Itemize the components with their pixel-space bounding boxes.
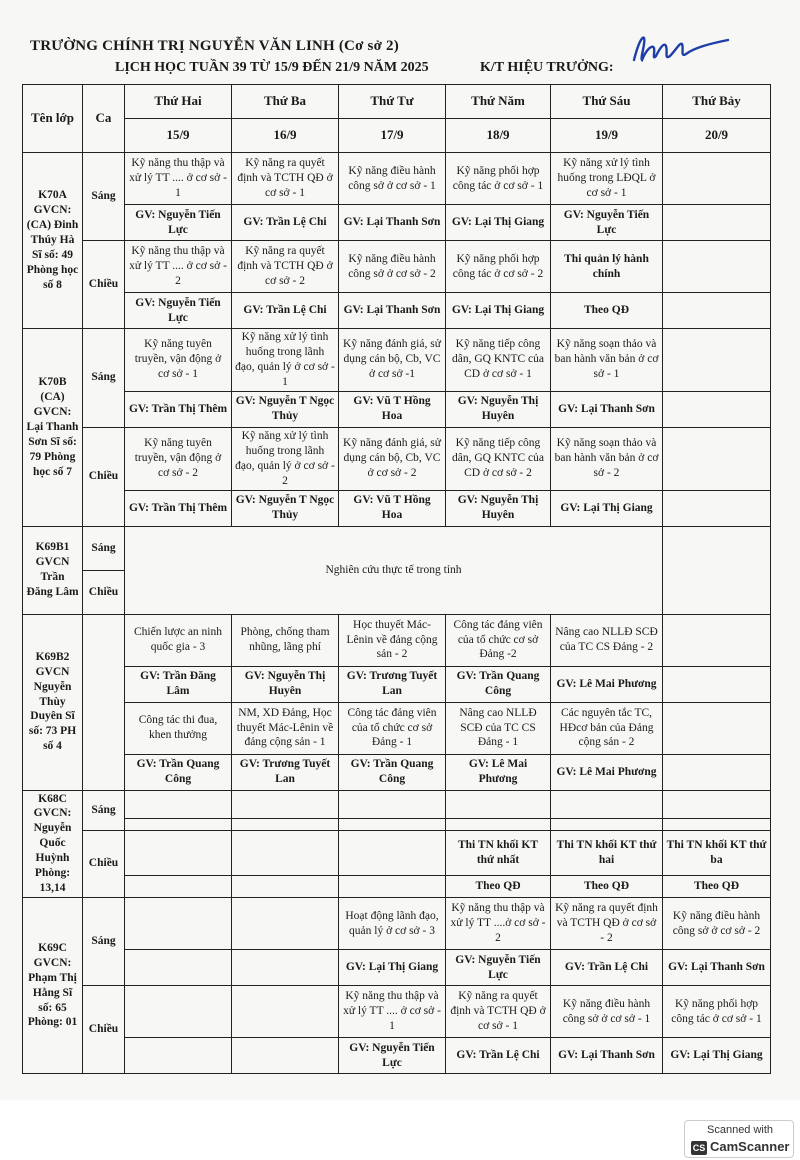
empty-cell <box>339 790 446 818</box>
teacher-cell <box>663 754 771 790</box>
shift-afternoon: Chiều <box>83 427 125 526</box>
k69c-afternoon-subject-row <box>23 986 771 1038</box>
subject-cell <box>232 986 339 1038</box>
k70a-morning-subject-row <box>23 153 771 205</box>
empty-cell <box>551 818 663 830</box>
date-header: 20/9 <box>663 119 771 153</box>
header-day-row <box>23 85 771 119</box>
subject-cell: Kỹ năng thu thập và xử lý TT .... ở cơ sở - 2 <box>125 241 232 293</box>
k70b-morning-subject-row <box>23 329 771 392</box>
teacher-cell <box>125 1038 232 1074</box>
teacher-cell <box>663 666 771 702</box>
teacher-cell: GV: Nguyễn T Ngọc Thủy <box>232 391 339 427</box>
subject-cell: Công tác thi đua, khen thưởng <box>125 702 232 754</box>
day-header: Thứ Tư <box>339 85 446 119</box>
field-research-note: Nghiên cứu thực tế trong tỉnh <box>125 526 663 614</box>
shift-morning: Sáng <box>83 790 125 830</box>
teacher-cell: GV: Vũ T Hồng Hoa <box>339 490 446 526</box>
empty-cell <box>232 790 339 818</box>
k69b2-afternoon-teacher-row <box>23 754 771 790</box>
note-cell <box>232 876 339 898</box>
subject-cell: Kỹ năng điều hành công sở ở cơ sở - 1 <box>339 153 446 205</box>
subject-cell: Thi TN khối KT thứ ba <box>663 830 771 876</box>
shift-cell-blank <box>83 614 125 790</box>
subject-cell: Kỹ năng thu thập và xử lý TT .... ở cơ sở - 1 <box>339 986 446 1038</box>
teacher-cell: Theo QĐ <box>551 293 663 329</box>
subject-cell <box>232 898 339 950</box>
shift-afternoon: Chiều <box>83 570 125 614</box>
date-header: 17/9 <box>339 119 446 153</box>
teacher-cell: GV: Vũ T Hồng Hoa <box>339 391 446 427</box>
subject-cell: Kỹ năng phối hợp công tác ở cơ sở - 1 <box>663 986 771 1038</box>
shift-afternoon: Chiều <box>83 241 125 329</box>
teacher-cell: GV: Trần Quang Công <box>446 666 551 702</box>
schedule-title: LỊCH HỌC TUẦN 39 TỪ 15/9 ĐẾN 21/9 NĂM 2025 <box>115 60 429 75</box>
subject-cell: Kỹ năng thu thập và xử lý TT ....ở cơ sở - 2 <box>446 898 551 950</box>
date-header: 16/9 <box>232 119 339 153</box>
k69c-morning-teacher-row <box>23 950 771 986</box>
teacher-cell: GV: Nguyễn Thị Huyên <box>446 490 551 526</box>
day-header: Thứ Ba <box>232 85 339 119</box>
teacher-cell: GV: Nguyễn Tiến Lực <box>125 205 232 241</box>
subject-cell <box>125 898 232 950</box>
subject-cell <box>663 241 771 293</box>
teacher-cell <box>232 950 339 986</box>
teacher-cell: GV: Trần Đăng Lâm <box>125 666 232 702</box>
note-cell: Theo QĐ <box>663 876 771 898</box>
k69b2-afternoon-subject-row <box>23 702 771 754</box>
subject-cell: Thi TN khối KT thứ hai <box>551 830 663 876</box>
subject-cell: Kỹ năng đánh giá, sử dụng cán bộ, Cb, VC ở cơ sở -1 <box>339 329 446 392</box>
empty-cell <box>663 526 771 614</box>
schedule-table <box>22 84 771 1074</box>
subject-cell: Các nguyên tắc TC, HĐcơ bản của Đảng cộng sản - 2 <box>551 702 663 754</box>
teacher-cell <box>663 293 771 329</box>
k68c-afternoon-subject-row <box>23 830 771 876</box>
k68c-afternoon-note-row <box>23 876 771 898</box>
empty-cell <box>125 790 232 818</box>
empty-cell <box>446 790 551 818</box>
teacher-cell: GV: Trần Quang Công <box>339 754 446 790</box>
class-column-header: Tên lớp <box>23 85 83 153</box>
subject-cell <box>339 830 446 876</box>
teacher-cell: GV: Lê Mai Phương <box>551 754 663 790</box>
note-cell: Theo QĐ <box>446 876 551 898</box>
subject-cell <box>125 986 232 1038</box>
teacher-cell: GV: Lại Thị Giang <box>339 950 446 986</box>
document-header <box>30 38 770 84</box>
subject-cell: Kỹ năng soạn thảo và ban hành văn bản ở cơ sở - 2 <box>551 427 663 490</box>
shift-morning: Sáng <box>83 153 125 241</box>
k70a-afternoon-subject-row <box>23 241 771 293</box>
subject-cell <box>663 153 771 205</box>
empty-cell <box>125 818 232 830</box>
teacher-cell: GV: Nguyễn Tiến Lực <box>551 205 663 241</box>
teacher-cell: GV: Lại Thị Giang <box>446 293 551 329</box>
subject-cell: Kỹ năng xử lý tình huống trong LĐQL ở cơ sở - 1 <box>551 153 663 205</box>
subject-cell: Hoạt động lãnh đạo, quản lý ở cơ sở - 3 <box>339 898 446 950</box>
subject-cell: Kỹ năng điều hành công sở ở cơ sở - 2 <box>339 241 446 293</box>
empty-cell <box>232 818 339 830</box>
teacher-cell: GV: Nguyễn Tiến Lực <box>125 293 232 329</box>
empty-cell <box>663 790 771 818</box>
empty-cell <box>339 818 446 830</box>
school-name: TRƯỜNG CHÍNH TRỊ NGUYỄN VĂN LINH (Cơ sở 2) <box>30 38 399 54</box>
subject-cell: Phòng, chống tham nhũng, lãng phí <box>232 614 339 666</box>
subject-cell: Nâng cao NLLĐ SCĐ của TC CS Đảng - 1 <box>446 702 551 754</box>
k69b2-morning-teacher-row <box>23 666 771 702</box>
teacher-cell: GV: Nguyễn T Ngọc Thủy <box>232 490 339 526</box>
k70a-morning-teacher-row <box>23 205 771 241</box>
k68c-morning-row-a <box>23 790 771 818</box>
k69c-afternoon-teacher-row <box>23 1038 771 1074</box>
teacher-cell: GV: Nguyễn Thị Huyên <box>446 391 551 427</box>
date-header: 15/9 <box>125 119 232 153</box>
teacher-cell: GV: Trần Lệ Chi <box>232 205 339 241</box>
subject-cell: Kỹ năng phối hợp công tác ở cơ sở - 1 <box>446 153 551 205</box>
subject-cell: Kỹ năng tuyên truyền, vận động ở cơ sở - 1 <box>125 329 232 392</box>
scanner-caption: Scanned with <box>707 1124 774 1136</box>
subject-cell <box>663 427 771 490</box>
subject-cell: Chiến lược an ninh quốc gia - 3 <box>125 614 232 666</box>
shift-afternoon: Chiều <box>83 986 125 1074</box>
teacher-cell: GV: Nguyễn Tiến Lực <box>446 950 551 986</box>
subject-cell: Thi TN khối KT thứ nhất <box>446 830 551 876</box>
handwritten-signature <box>628 30 738 70</box>
teacher-cell: GV: Lại Thanh Sơn <box>551 391 663 427</box>
class-info-k70a: K70A GVCN: (CA) Đinh Thúy Hà Sĩ số: 49 Phòng học số 8 <box>23 153 83 329</box>
day-header: Thứ Sáu <box>551 85 663 119</box>
teacher-cell: GV: Lê Mai Phương <box>446 754 551 790</box>
note-cell <box>125 876 232 898</box>
k70b-afternoon-teacher-row <box>23 490 771 526</box>
subject-cell: Kỹ năng tuyên truyền, vận động ở cơ sở - 2 <box>125 427 232 490</box>
header-date-row <box>23 119 771 153</box>
k69b2-morning-subject-row <box>23 614 771 666</box>
subject-cell <box>232 830 339 876</box>
teacher-cell <box>663 490 771 526</box>
teacher-cell: GV: Lại Thanh Sơn <box>339 293 446 329</box>
scanner-brand: CamScanner <box>710 1139 790 1154</box>
subject-cell: Kỹ năng đánh giá, sử dụng cán bộ, Cb, VC ở cơ sở - 2 <box>339 427 446 490</box>
teacher-cell: GV: Lại Thị Giang <box>663 1038 771 1074</box>
subject-cell: Kỹ năng ra quyết định và TCTH QĐ ở cơ sở - 1 <box>232 153 339 205</box>
subject-cell <box>663 614 771 666</box>
class-info-k69b1: K69B1 GVCN Trần Đăng Lâm <box>23 526 83 614</box>
teacher-cell <box>125 950 232 986</box>
date-header: 18/9 <box>446 119 551 153</box>
teacher-cell: GV: Trần Thị Thêm <box>125 490 232 526</box>
teacher-cell: GV: Lại Thanh Sơn <box>551 1038 663 1074</box>
principal-label: K/T HIỆU TRƯỞNG: <box>480 60 614 75</box>
teacher-cell: GV: Trương Tuyết Lan <box>339 666 446 702</box>
subject-cell: Kỹ năng tiếp công dân, GQ KNTC của CD ở cơ sở - 1 <box>446 329 551 392</box>
subject-cell: Thi quản lý hành chính <box>551 241 663 293</box>
shift-morning: Sáng <box>83 898 125 986</box>
day-header: Thứ Năm <box>446 85 551 119</box>
subject-cell: Công tác đảng viên của tổ chức cơ sở Đảng -2 <box>446 614 551 666</box>
teacher-cell: GV: Trần Lệ Chi <box>232 293 339 329</box>
class-info-k68c: K68C GVCN: Nguyễn Quốc Huỳnh Phòng: 13,14 <box>23 790 83 898</box>
shift-morning: Sáng <box>83 526 125 570</box>
teacher-cell <box>663 205 771 241</box>
shift-morning: Sáng <box>83 329 125 428</box>
subject-cell: NM, XD Đảng, Học thuyết Mác-Lênin về đảng cộng sản - 1 <box>232 702 339 754</box>
k70b-afternoon-subject-row <box>23 427 771 490</box>
subject-cell: Kỹ năng điều hành công sở ở cơ sở - 2 <box>663 898 771 950</box>
subject-cell: Kỹ năng tiếp công dân, GQ KNTC của CD ở cơ sở - 2 <box>446 427 551 490</box>
teacher-cell: GV: Nguyễn Tiến Lực <box>339 1038 446 1074</box>
subject-cell <box>663 329 771 392</box>
empty-cell <box>551 790 663 818</box>
teacher-cell: GV: Lại Thị Giang <box>446 205 551 241</box>
k70a-afternoon-teacher-row <box>23 293 771 329</box>
teacher-cell: GV: Trần Thị Thêm <box>125 391 232 427</box>
subject-cell: Công tác đảng viên của tổ chức cơ sở Đảng - 1 <box>339 702 446 754</box>
teacher-cell: GV: Lê Mai Phương <box>551 666 663 702</box>
subject-cell: Nâng cao NLLĐ SCĐ của TC CS Đảng - 2 <box>551 614 663 666</box>
note-cell <box>339 876 446 898</box>
empty-cell <box>663 818 771 830</box>
class-info-k69c: K69C GVCN: Phạm Thị Hằng Sĩ số: 65 Phòng: 01 <box>23 898 83 1074</box>
subject-cell: Kỹ năng điều hành công sở ở cơ sở - 1 <box>551 986 663 1038</box>
day-header: Thứ Hai <box>125 85 232 119</box>
k69c-morning-subject-row <box>23 898 771 950</box>
teacher-cell: GV: Lại Thị Giang <box>551 490 663 526</box>
k70b-morning-teacher-row <box>23 391 771 427</box>
subject-cell: Kỹ năng thu thập và xử lý TT .... ở cơ sở - 1 <box>125 153 232 205</box>
teacher-cell: GV: Lại Thanh Sơn <box>663 950 771 986</box>
subject-cell: Kỹ năng xử lý tình huống trong lãnh đạo, quản lý ở cơ sở - 2 <box>232 427 339 490</box>
class-info-k69b2: K69B2 GVCN Nguyễn Thùy Duyên Sĩ số: 73 PH số 4 <box>23 614 83 790</box>
teacher-cell: GV: Trương Tuyết Lan <box>232 754 339 790</box>
k69b1-morning-row <box>23 526 771 570</box>
teacher-cell: GV: Trần Quang Công <box>125 754 232 790</box>
subject-cell <box>663 702 771 754</box>
class-info-k70b: K70B (CA) GVCN: Lại Thanh Sơn Sĩ số: 79 Phòng học số 7 <box>23 329 83 527</box>
teacher-cell <box>663 391 771 427</box>
teacher-cell: GV: Nguyễn Thị Huyên <box>232 666 339 702</box>
camscanner-logo-icon: CS <box>692 1143 706 1153</box>
subject-cell: Kỹ năng ra quyết định và TCTH QĐ ở cơ sở - 2 <box>551 898 663 950</box>
day-header: Thứ Bảy <box>663 85 771 119</box>
k68c-morning-row-b <box>23 818 771 830</box>
subject-cell: Học thuyết Mác-Lênin về đảng cộng sản - 2 <box>339 614 446 666</box>
note-cell: Theo QĐ <box>551 876 663 898</box>
date-header: 19/9 <box>551 119 663 153</box>
teacher-cell <box>232 1038 339 1074</box>
subject-cell: Kỹ năng ra quyết định và TCTH QĐ ở cơ sở - 2 <box>232 241 339 293</box>
empty-cell <box>446 818 551 830</box>
shift-afternoon: Chiều <box>83 830 125 898</box>
subject-cell <box>125 830 232 876</box>
teacher-cell: GV: Trần Lệ Chi <box>551 950 663 986</box>
camscanner-watermark <box>684 1120 794 1158</box>
subject-cell: Kỹ năng soạn thảo và ban hành văn bản ở cơ sở - 1 <box>551 329 663 392</box>
teacher-cell: GV: Lại Thanh Sơn <box>339 205 446 241</box>
teacher-cell: GV: Trần Lệ Chi <box>446 1038 551 1074</box>
subject-cell: Kỹ năng ra quyết định và TCTH QĐ ở cơ sở - 1 <box>446 986 551 1038</box>
subject-cell: Kỹ năng phối hợp công tác ở cơ sở - 2 <box>446 241 551 293</box>
subject-cell: Kỹ năng xử lý tình huống trong lãnh đạo, quản lý ở cơ sở - 1 <box>232 329 339 392</box>
shift-column-header: Ca <box>83 85 125 153</box>
